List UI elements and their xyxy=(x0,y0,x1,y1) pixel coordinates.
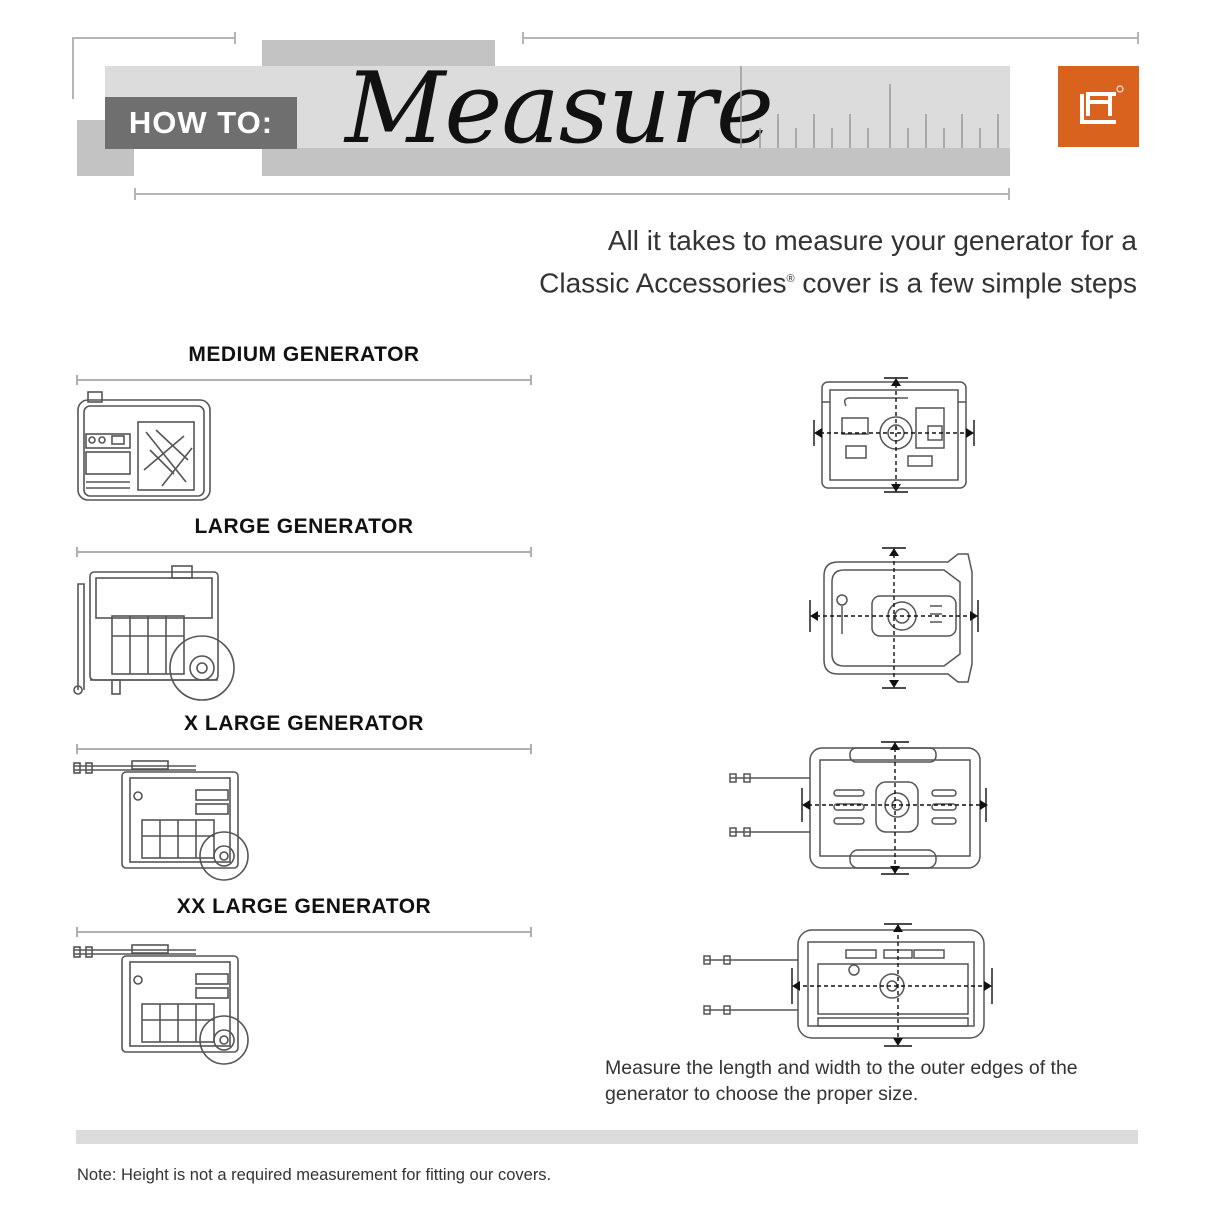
footer-divider xyxy=(76,1130,1138,1144)
registered-mark: ® xyxy=(786,273,795,285)
frame-line xyxy=(134,193,1010,195)
brand-name: Classic Accessories xyxy=(539,267,787,299)
frame-line xyxy=(1008,188,1010,200)
header-banner xyxy=(0,0,1214,210)
xx-large-generator-title: XX LARGE GENERATOR xyxy=(176,895,432,918)
frame-line xyxy=(234,32,236,44)
intro-line-1: All it takes to measure your generator for a xyxy=(607,225,1137,256)
measure-instruction: Measure the length and width to the outer edges of the generator to choose the proper size. xyxy=(605,1057,1078,1105)
x-large-top-view-icon xyxy=(726,742,988,874)
intro-text xyxy=(437,222,1137,302)
intro-line-2-end: cover is a few simple steps xyxy=(794,267,1137,299)
x-large-generator-title: X LARGE GENERATOR xyxy=(184,712,424,735)
medium-generator-title: MEDIUM GENERATOR xyxy=(188,343,420,366)
frame-line xyxy=(134,188,136,200)
footnote: Note: Height is not a required measurement for fitting our covers. xyxy=(77,1166,552,1184)
large-generator-title: LARGE GENERATOR xyxy=(194,515,414,538)
section-rule xyxy=(76,551,532,553)
section-rule xyxy=(76,379,532,381)
how-to-label: HOW TO: xyxy=(128,105,274,140)
brand-logo xyxy=(1058,66,1139,147)
intro-line-2 xyxy=(437,260,1137,302)
frame-line xyxy=(72,37,236,39)
section-rule xyxy=(76,931,532,933)
x-large-generator-icon xyxy=(72,760,252,882)
medium-generator-icon xyxy=(76,390,212,505)
how-to-tag xyxy=(105,97,297,149)
large-top-view-icon xyxy=(808,548,980,688)
medium-top-view-icon xyxy=(812,378,976,492)
frame-line xyxy=(1137,32,1139,44)
section-rule xyxy=(76,748,532,750)
classic-accessories-logo-icon xyxy=(1074,84,1124,130)
xx-large-generator-icon xyxy=(72,944,252,1066)
frame-line xyxy=(72,37,74,99)
large-generator-icon xyxy=(72,564,242,706)
ruler-icon xyxy=(740,66,1010,148)
frame-line xyxy=(522,37,1139,39)
page-title: Measure xyxy=(345,52,774,166)
xx-large-top-view-icon xyxy=(700,924,994,1046)
frame-line xyxy=(522,32,524,44)
